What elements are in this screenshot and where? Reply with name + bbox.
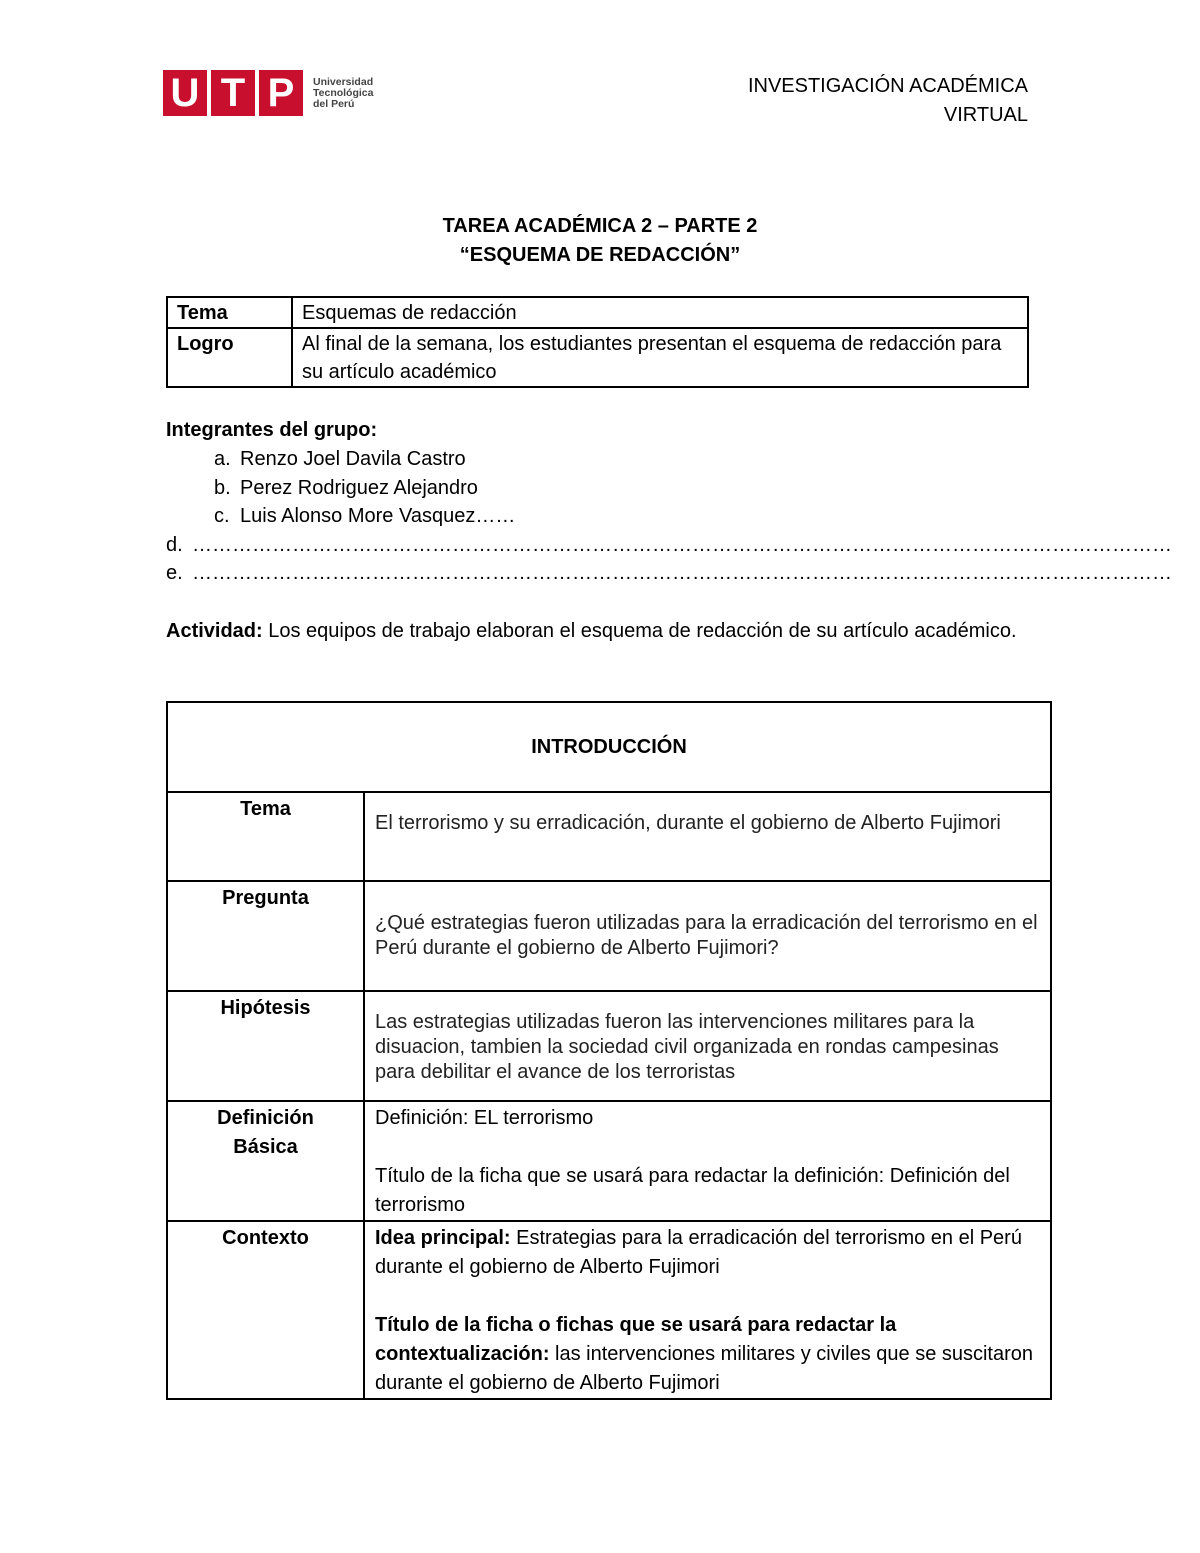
activity-paragraph [166, 617, 1026, 646]
scheme-contexto-label: Contexto [167, 1221, 364, 1399]
member-name: Renzo Joel Davila Castro [240, 448, 466, 470]
document-title-line2: “ESQUEMA DE REDACCIÓN” [459, 244, 741, 266]
member-name: Luis Alonso More Vasquez…… [240, 505, 516, 528]
logo-letter-t: T [220, 70, 246, 115]
list-item [166, 445, 1026, 474]
logo-university-name: Universidad Tecnológica del Perú [313, 75, 374, 110]
info-tema-label: Tema [167, 297, 292, 328]
scheme-pregunta-label: Pregunta [167, 881, 364, 991]
member-name: ………………………………………………………………………………………………………………………………… [192, 533, 1172, 556]
members-list [166, 445, 1172, 588]
table-row [167, 1221, 1051, 1399]
member-label: e. [166, 562, 183, 585]
scheme-tema-value: El terrorismo y su erradicación, durante el gobierno de Alberto Fujimori [375, 812, 1001, 834]
member-label: c. [214, 505, 230, 528]
info-table [166, 296, 1029, 388]
info-logro-value: Al final de la semana, los estudiantes presentan el esquema de redacción para su artículo académico [292, 328, 1028, 387]
utp-logo [163, 70, 373, 116]
list-item [166, 559, 1172, 588]
scheme-definicion-label: Definición Básica [167, 1101, 364, 1221]
scheme-pregunta-value: ¿Qué estrategias fueron utilizadas para la erradicación del terrorismo en el Perú durante el gobierno de Alberto Fujimori? [375, 912, 1038, 959]
course-header-line1: INVESTIGACIÓN ACADÉMICA [747, 75, 1028, 97]
scheme-heading: INTRODUCCIÓN [167, 702, 1051, 792]
member-name: Perez Rodriguez Alejandro [240, 476, 478, 499]
table-row [167, 1101, 1051, 1221]
info-logro-label: Logro [167, 328, 292, 387]
member-name: ………………………………………………………………………………………………………………………………… [192, 562, 1172, 585]
document-title-line1: TAREA ACADÉMICA 2 – PARTE 2 [442, 215, 758, 237]
member-label: b. [214, 476, 231, 499]
scheme-hipotesis-value: Las estrategias utilizadas fueron las intervenciones militares para la disuacion, tambien la sociedad civil organizada en rondas campesinas para debilitar el avance de los terroristas [375, 1011, 999, 1083]
list-item [166, 531, 1172, 560]
scheme-contexto-ficha: Título de la ficha o fichas que se usará para redactar la contextualización: las intervenciones militares y civiles que se suscitaron durante el gobierno de Alberto Fujimori [375, 1314, 1034, 1394]
list-item [166, 502, 1026, 531]
scheme-hipotesis-label: Hipótesis [167, 991, 364, 1101]
logo-letter-u: U [170, 70, 200, 115]
scheme-contexto-idea: Idea principal: Estrategias para la erradicación del terrorismo en el Perú durante el gobierno de Alberto Fujimori [375, 1227, 1022, 1278]
list-item [166, 474, 1026, 503]
member-label: a. [214, 448, 231, 470]
members-heading: Integrantes del grupo: [166, 419, 378, 441]
scheme-definicion-ficha: Título de la ficha que se usará para redactar la definición: Definición del terrorismo [375, 1165, 1010, 1216]
course-header-line2: VIRTUAL [943, 104, 1028, 126]
info-tema-value: Esquemas de redacción [292, 297, 1028, 328]
course-header [748, 72, 1028, 130]
scheme-table [166, 701, 1052, 1400]
table-row [167, 991, 1051, 1101]
activity-label: Actividad: [166, 620, 263, 642]
table-row [167, 881, 1051, 991]
logo-letter-p: P [267, 70, 295, 115]
info-row-logro [167, 328, 1028, 387]
scheme-tema-label: Tema [167, 792, 364, 881]
member-label: d. [166, 533, 183, 556]
activity-text: Los equipos de trabajo elaboran el esquema de redacción de su artículo académico. [262, 620, 1017, 642]
table-row [167, 792, 1051, 881]
scheme-definicion-value: Definición: EL terrorismo [375, 1107, 594, 1129]
utp-logo-mark [163, 70, 303, 116]
info-row-tema [167, 297, 1028, 328]
document-title [0, 212, 1200, 270]
